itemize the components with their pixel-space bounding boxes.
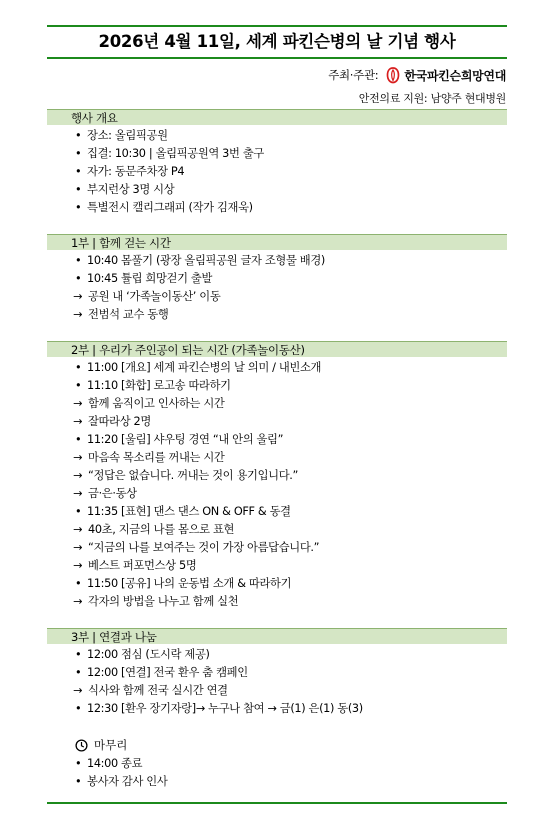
bullet-marker: • (75, 165, 82, 178)
arrow-item (47, 682, 507, 700)
item-text: 베스트 퍼포먼스상 5명 (88, 559, 197, 572)
item-text: 부지런상 3명 시상 (87, 183, 175, 196)
arrow-item (47, 593, 507, 611)
bullet-marker: • (75, 666, 82, 679)
item-text: 집결: 10:30 | 올림픽공원역 3번 출구 (87, 147, 264, 160)
bullet-marker: • (75, 505, 82, 518)
arrow-item (47, 485, 507, 503)
bullet-marker: • (75, 577, 82, 590)
item-text: 전범석 교수 동행 (88, 308, 169, 321)
organizer-label: 주최·주관: (328, 68, 379, 82)
section-title: 행사 개요 (47, 109, 507, 125)
item-text: 11:20 [울림] 샤우팅 경연 “내 안의 울림” (87, 433, 284, 446)
item-text: 공원 내 ‘가족놀이동산’ 이동 (88, 290, 221, 303)
top-rule (47, 25, 507, 27)
bullet-item (47, 145, 507, 163)
arrow-marker: → (73, 559, 83, 572)
item-text: 10:45 튤립 희망걷기 출발 (87, 272, 213, 285)
bullet-item (47, 755, 507, 773)
arrow-item (47, 288, 507, 306)
item-text: 마음속 목소리를 꺼내는 시간 (88, 451, 225, 464)
section-title: 2부 | 우리가 주인공이 되는 시간 (가족놀이동산) (47, 341, 507, 357)
arrow-marker: → (73, 523, 83, 536)
clock-icon (75, 739, 88, 752)
bullet-item (47, 575, 507, 593)
bullet-marker: • (75, 254, 82, 267)
item-text: 10:40 몸풀기 (광장 올림픽공원 글자 조형물 배경) (87, 254, 325, 267)
item-text: 식사와 함께 전국 실시간 연결 (88, 684, 228, 697)
bullet-marker: • (75, 129, 82, 142)
bullet-item (47, 700, 507, 718)
arrow-item (47, 539, 507, 557)
bullet-marker: • (75, 379, 82, 392)
medical-support-line: 안전의료 지원: 남양주 현대병원 (358, 92, 506, 105)
section-part1 (47, 234, 507, 324)
page-title: 2026년 4월 11일, 세계 파킨슨병의 날 기념 행사 (98, 32, 456, 51)
arrow-marker: → (73, 487, 83, 500)
organizer-line (328, 66, 506, 84)
bullet-marker: • (75, 361, 82, 374)
arrow-item (47, 413, 507, 431)
item-text: 함께 움직이고 인사하는 시간 (88, 397, 225, 410)
bullet-item (47, 664, 507, 682)
bullet-marker: • (75, 775, 82, 788)
title-rule (47, 57, 507, 59)
arrow-marker: → (73, 308, 83, 321)
section-list (47, 252, 507, 324)
bullet-item (47, 377, 507, 395)
item-text: 40초, 지금의 나를 몸으로 표현 (88, 523, 235, 536)
section-list (47, 127, 507, 217)
section-title: 3부 | 연결과 나눔 (47, 628, 507, 644)
arrow-marker: → (73, 397, 83, 410)
item-text: “정답은 없습니다. 꺼내는 것이 용기입니다.” (88, 469, 299, 482)
item-text: 11:50 [공유] 나의 운동법 소개 & 따라하기 (87, 577, 292, 590)
item-text: 장소: 올림픽공원 (87, 129, 168, 142)
arrow-item (47, 449, 507, 467)
item-text: 11:10 [화합] 로고송 따라하기 (87, 379, 231, 392)
tulip-logo-icon (386, 67, 400, 84)
arrow-marker: → (73, 290, 83, 303)
arrow-marker: → (73, 684, 83, 697)
section-closing (47, 736, 507, 791)
arrow-item (47, 521, 507, 539)
section-part3 (47, 628, 507, 718)
bullet-item (47, 270, 507, 288)
item-text: 금·은·동상 (88, 487, 137, 500)
bullet-marker: • (75, 433, 82, 446)
bullet-marker: • (75, 183, 82, 196)
item-text: 잘따라상 2명 (88, 415, 151, 428)
closing-list (47, 755, 507, 791)
item-text: 자가: 동문주차장 P4 (87, 165, 185, 178)
bullet-item (47, 773, 507, 791)
section-list (47, 359, 507, 611)
arrow-item (47, 557, 507, 575)
item-text: 각자의 방법을 나누고 함께 실천 (88, 595, 239, 608)
bullet-item (47, 503, 507, 521)
arrow-item (47, 306, 507, 324)
arrow-item (47, 395, 507, 413)
bullet-marker: • (75, 147, 82, 160)
bullet-marker: • (75, 757, 82, 770)
organizer-name: 한국파킨슨희망연대 (404, 68, 506, 83)
section-list (47, 646, 507, 718)
section-title: 1부 | 함께 걷는 시간 (47, 234, 507, 250)
arrow-marker: → (73, 469, 83, 482)
item-text: 11:00 [개요] 세계 파킨슨병의 날 의미 / 내빈소개 (87, 361, 322, 374)
arrow-item (47, 467, 507, 485)
bullet-item (47, 127, 507, 145)
arrow-marker: → (73, 541, 83, 554)
item-text: 14:00 종료 (87, 757, 143, 770)
item-text: 12:00 [연결] 전국 환우 춤 캠페인 (87, 666, 248, 679)
bullet-item (47, 163, 507, 181)
bullet-marker: • (75, 648, 82, 661)
bullet-item (47, 252, 507, 270)
section-overview (47, 109, 507, 217)
section-part2 (47, 341, 507, 611)
bullet-item (47, 181, 507, 199)
item-text: 봉사자 감사 인사 (87, 775, 168, 788)
bullet-item (47, 431, 507, 449)
bullet-item (47, 199, 507, 217)
item-text: 특별전시 캘리그래피 (작가 김재욱) (87, 201, 253, 214)
item-text: “지금의 나를 보여주는 것이 가장 아름답습니다.” (88, 541, 320, 554)
closing-title (47, 736, 507, 754)
bullet-marker: • (75, 201, 82, 214)
item-text: 11:35 [표현] 댄스 댄스 ON & OFF & 동결 (87, 505, 291, 518)
bullet-marker: • (75, 702, 82, 715)
arrow-marker: → (73, 415, 83, 428)
item-text: 12:00 점심 (도시락 제공) (87, 648, 210, 661)
bullet-item (47, 359, 507, 377)
item-text: 12:30 [환우 장기자랑]→ 누구나 참여 → 금(1) 은(1) 동(3) (87, 702, 363, 715)
arrow-marker: → (73, 451, 83, 464)
bottom-rule (47, 802, 507, 804)
bullet-item (47, 646, 507, 664)
closing-title-text: 마무리 (94, 738, 128, 752)
bullet-marker: • (75, 272, 82, 285)
arrow-marker: → (73, 595, 83, 608)
